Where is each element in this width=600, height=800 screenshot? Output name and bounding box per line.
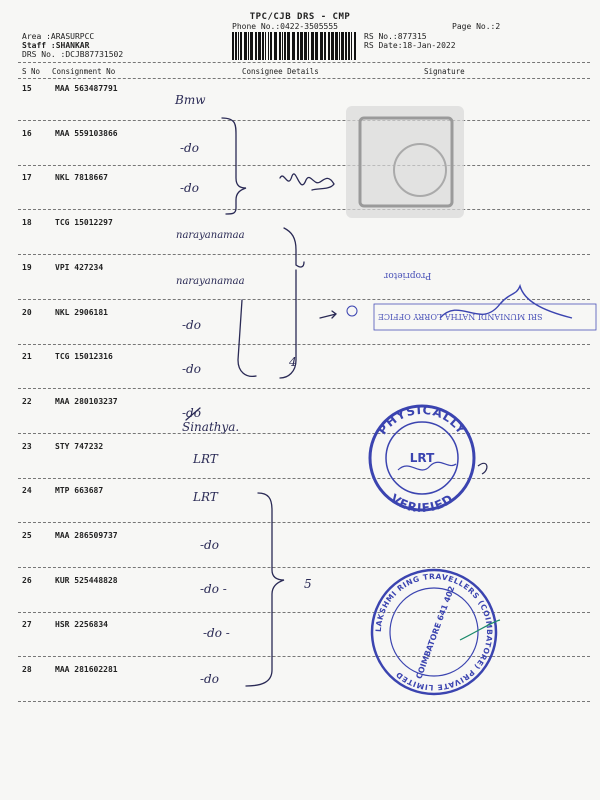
seal-center-text: COIMBATORE 641 402 bbox=[414, 584, 457, 681]
lorry-office-stamp bbox=[347, 286, 596, 330]
handwriting-row22b: Sinathya. bbox=[182, 420, 240, 434]
handwriting-row20: -do bbox=[182, 318, 201, 332]
handwriting-row16: -do bbox=[180, 141, 199, 155]
row-sno: 24 bbox=[22, 486, 32, 495]
handwriting-row25: -do bbox=[200, 538, 219, 552]
staff-field: Staff :SHANKAR bbox=[22, 41, 90, 50]
row-consignment-number: MAA 286509737 bbox=[55, 531, 118, 540]
row-sno: 28 bbox=[22, 665, 32, 674]
page-number: Page No.:2 bbox=[452, 22, 501, 31]
lorry-office-text: SRI MUNIANDI NATHA LORRY OFFICE bbox=[378, 312, 543, 321]
verified-stamp-bottom-text: VERIFIED bbox=[387, 491, 457, 516]
row-sno: 27 bbox=[22, 620, 32, 629]
column-header-consignee: Consignee Details bbox=[242, 67, 319, 76]
handwriting-row15: Bmw bbox=[175, 93, 206, 107]
tick-row22 bbox=[186, 408, 200, 420]
proprietor-label: Proprietor bbox=[384, 270, 432, 280]
handwriting-count-4: 4 bbox=[289, 355, 297, 369]
handwriting-count-5: 5 bbox=[304, 577, 312, 591]
company-seal bbox=[372, 570, 500, 694]
phone-number: Phone No.:0422-3505555 bbox=[232, 22, 338, 31]
brace-inner-rows-20-21 bbox=[238, 300, 256, 376]
row-consignment-number: NKL 7818667 bbox=[55, 173, 108, 182]
brace-rows-18-21 bbox=[280, 228, 304, 378]
row-sno: 18 bbox=[22, 218, 32, 227]
handwriting-row19: narayanamaa bbox=[176, 276, 245, 287]
signature-row17 bbox=[280, 174, 334, 190]
row-sno: 26 bbox=[22, 576, 32, 585]
handwriting-row26: -do - bbox=[200, 582, 227, 596]
svg-text:PHYSICALLY bbox=[375, 403, 469, 437]
handwriting-row27: -do - bbox=[203, 626, 230, 640]
row-consignment-number: NKL 2906181 bbox=[55, 308, 108, 317]
handwriting-row28: -do bbox=[200, 672, 219, 686]
row-consignment-number: MAA 563487791 bbox=[55, 84, 118, 93]
row-consignment-number: KUR 525448828 bbox=[55, 576, 118, 585]
column-header-signature: Signature bbox=[424, 67, 465, 76]
row-sno: 17 bbox=[22, 173, 32, 182]
row-sno: 20 bbox=[22, 308, 32, 317]
rs-date: RS Date:18-Jan-2022 bbox=[364, 41, 456, 50]
row-consignment-number: VPI 427234 bbox=[55, 263, 104, 272]
handwriting-row18: narayanamaa bbox=[176, 230, 245, 241]
row-consignment-number: MTP 663687 bbox=[55, 486, 104, 495]
brace-rows-24-28 bbox=[246, 493, 284, 686]
row-consignment-number: TCG 15012316 bbox=[55, 352, 113, 361]
row-sno: 15 bbox=[22, 84, 32, 93]
handwriting-row23: LRT bbox=[193, 452, 218, 466]
row-consignment-number: MAA 280103237 bbox=[55, 397, 118, 406]
document-title: TPC/CJB DRS - CMP bbox=[249, 12, 351, 22]
seal-ring-text: LAKSHMI RING TRAVELLERS (COIMBATORE) PRIVATE LIMITED bbox=[373, 571, 495, 693]
handwriting-row17: -do bbox=[180, 181, 199, 195]
brace-rows-15-17 bbox=[222, 118, 246, 214]
column-header-sno: S No bbox=[22, 67, 41, 76]
handwriting-row24: LRT bbox=[193, 490, 218, 504]
row-consignment-number: TCG 15012297 bbox=[55, 218, 113, 227]
svg-text:VERIFIED bbox=[388, 491, 456, 515]
row-sno: 19 bbox=[22, 263, 32, 272]
row-consignment-number: STY 747232 bbox=[55, 442, 104, 451]
row-sno: 25 bbox=[22, 531, 32, 540]
arrow-to-office bbox=[320, 311, 336, 318]
row-sno: 16 bbox=[22, 129, 32, 138]
rs-number: RS No.:877315 bbox=[364, 32, 427, 41]
row-consignment-number: MAA 281602281 bbox=[55, 665, 118, 674]
faded-stamp bbox=[346, 106, 464, 218]
physically-verified-stamp bbox=[370, 403, 487, 515]
row-sno: 22 bbox=[22, 397, 32, 406]
drs-number: DRS No. :DCJB87731502 bbox=[22, 50, 124, 59]
handwriting-row22a: -do bbox=[182, 406, 201, 420]
verified-stamp-center-text: LRT bbox=[409, 451, 435, 465]
row-sno: 23 bbox=[22, 442, 32, 451]
column-header-consignment: Consignment No bbox=[52, 67, 116, 76]
row-sno: 21 bbox=[22, 352, 32, 361]
row-consignment-number: MAA 559103866 bbox=[55, 129, 118, 138]
area-field: Area :ARASURPCC bbox=[22, 32, 95, 41]
verified-stamp-top-text: PHYSICALLY bbox=[375, 402, 469, 438]
handwriting-row21: -do bbox=[182, 362, 201, 376]
row-consignment-number: HSR 2256834 bbox=[55, 620, 108, 629]
